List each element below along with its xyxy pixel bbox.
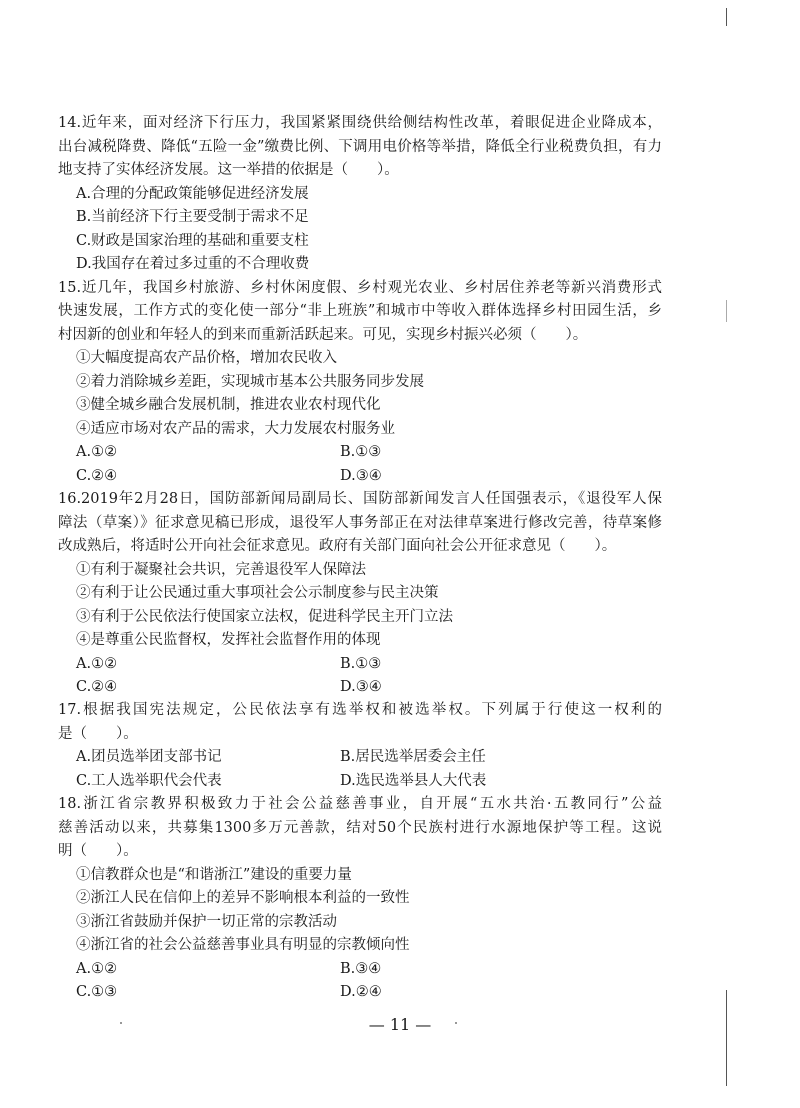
q16-item-4: ④是尊重公民监督权，发挥社会监督作用的体现: [76, 632, 381, 648]
q17-stem-line-1: 17.根据我国宪法规定，公民依法享有选举权和被选举权。下列属于行使这一权利的: [58, 702, 662, 718]
q15-item-2: ②着力消除城乡差距，实现城市基本公共服务同步发展: [76, 374, 424, 390]
q17-stem-line-2: 是（ ）。: [58, 726, 138, 742]
q18-option-a: A.①②: [76, 961, 118, 977]
q14-stem-line-1: 14.近年来，面对经济下行压力，我国紧紧围绕供给侧结构性改革，着眼促进企业降成本，: [58, 115, 662, 131]
q15-item-4: ④适应市场对农产品的需求，大力发展农村服务业: [76, 421, 395, 437]
q17-option-a: A.团员选举团支部书记: [76, 749, 222, 765]
q14-option-b: B.当前经济下行主要受制于需求不足: [76, 209, 309, 225]
q17-option-row-1: [76, 746, 680, 769]
q17-option-d: D.选民选举县人大代表: [340, 773, 487, 789]
q16-item-3: ③有利于公民依法行使国家立法权，促进科学民主开门立法: [76, 609, 453, 625]
q14-option-c: C.财政是国家治理的基础和重要支柱: [76, 233, 309, 249]
q18-stem-line-2: 慈善活动以来，共募集1300多万元善款，结对50个民族村进行水源地保护等工程。这说: [58, 820, 662, 836]
q18-item-3: ③浙江省鼓励并保护一切正常的宗教活动: [76, 914, 337, 930]
q15-stem-line-2: 快速发展，工作方式的变化使一部分“非上班族”和城市中等收入群体选择乡村田园生活，乡: [58, 303, 662, 319]
q17-option-b: B.居民选举居委会主任: [340, 749, 486, 765]
scan-edge-mark-bottom: [726, 990, 727, 1086]
scan-speck: [455, 1022, 457, 1024]
q18-option-d: D.②④: [340, 984, 382, 1000]
q16-option-b: B.①③: [340, 656, 382, 672]
q15-option-c: C.②④: [76, 468, 118, 484]
q15-item-3: ③健全城乡融合发展机制，推进农业农村现代化: [76, 397, 381, 413]
q15-option-row-2: [76, 465, 680, 488]
q16-item-1: ①有利于凝聚社会共识，完善退役军人保障法: [76, 562, 366, 578]
scan-speck: [120, 1022, 122, 1024]
q18-option-row-2: [76, 981, 680, 1004]
q16-stem-line-1: 16.2019年2月28日，国防部新闻局副局长、国防部新闻发言人任国强表示，《退役军人保: [58, 491, 662, 507]
q15-stem-line-3: 村因新的创业和年轻人的到来而重新活跃起来。可见，实现乡村振兴必须（ ）。: [58, 327, 588, 343]
q18-item-1: ①信教群众也是“和谐浙江”建设的重要力量: [76, 867, 352, 883]
q14-stem-line-2: 出台减税降费、降低“五险一金”缴费比例、下调用电价格等举措，降低全行业税费负担，有力: [58, 139, 662, 155]
q14-stem-line-3: 地支持了实体经济发展。这一举措的依据是（ ）。: [58, 162, 399, 178]
q16-stem-line-3: 改成熟后，将适时公开向社会征求意见。政府有关部门面向社会公开征求意见（ ）。: [58, 538, 617, 554]
q15-option-row-1: [76, 441, 680, 464]
q14-option-d: D.我国存在着过多过重的不合理收费: [76, 256, 310, 272]
q17-option-row-2: [76, 770, 680, 793]
scan-edge-mark-top: [726, 8, 727, 26]
q16-option-a: A.①②: [76, 656, 118, 672]
q18-stem-line-3: 明（ ）。: [58, 843, 138, 859]
q16-option-c: C.②④: [76, 679, 118, 695]
q16-stem-line-2: 障法（草案）》征求意见稿已形成，退役军人事务部正在对法律草案进行修改完善，待草案修: [58, 515, 662, 531]
q16-item-2: ②有利于让公民通过重大事项社会公示制度参与民主决策: [76, 585, 439, 601]
q18-item-2: ②浙江人民在信仰上的差异不影响根本利益的一致性: [76, 890, 410, 906]
q16-option-row-2: [76, 676, 680, 699]
q15-option-a: A.①②: [76, 444, 118, 460]
q18-stem-line-1: 18.浙江省宗教界积极致力于社会公益慈善事业，自开展“五水共治·五教同行”公益: [58, 796, 662, 812]
q16-option-d: D.③④: [340, 679, 382, 695]
page-number: — 11 —: [368, 1015, 432, 1034]
q18-option-b: B.③④: [340, 961, 382, 977]
q14-option-a: A.合理的分配政策能够促进经济发展: [76, 186, 309, 202]
scan-edge-mark-middle: [726, 300, 727, 322]
q17-option-c: C.工人选举职代会代表: [76, 773, 222, 789]
q15-stem-line-1: 15.近几年，我国乡村旅游、乡村休闲度假、乡村观光农业、乡村居住养老等新兴消费形式: [58, 280, 662, 296]
q15-option-b: B.①③: [340, 444, 382, 460]
q18-item-4: ④浙江省的社会公益慈善事业具有明显的宗教倾向性: [76, 937, 410, 953]
q16-option-row-1: [76, 653, 680, 676]
q15-item-1: ①大幅度提高农产品价格，增加农民收入: [76, 350, 337, 366]
q15-option-d: D.③④: [340, 468, 382, 484]
q18-option-c: C.①③: [76, 984, 118, 1000]
q18-option-row-1: [76, 958, 680, 981]
